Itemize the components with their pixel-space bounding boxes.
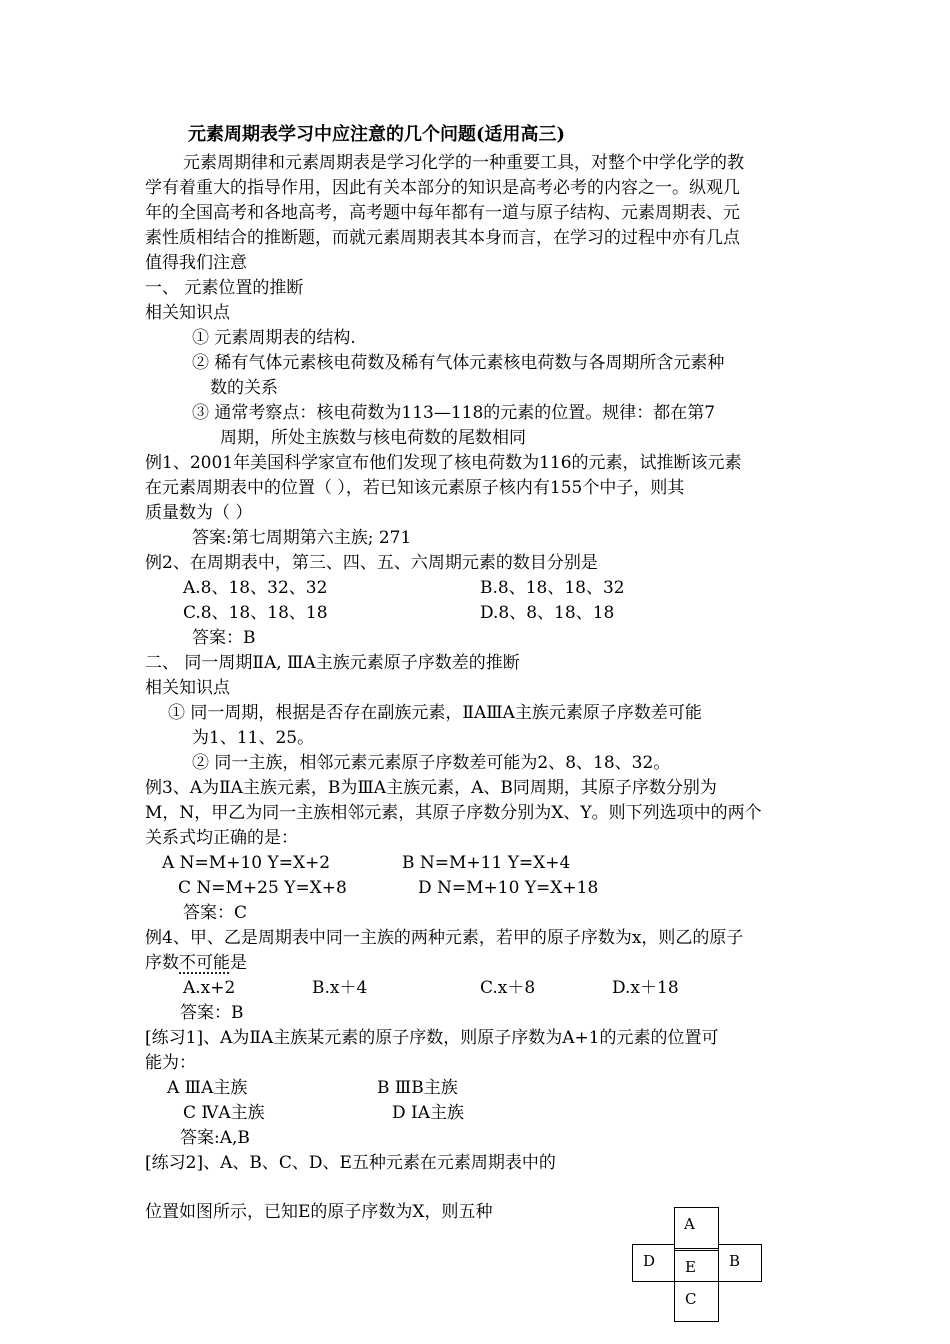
answer: 答案：C	[183, 903, 248, 923]
emphasis-text: 不可能	[179, 953, 230, 973]
knowledge-point: ② 稀有气体元素核电荷数及稀有气体元素核电荷数与各周期所含元素种	[192, 353, 725, 373]
answer: 答案:A,B	[180, 1128, 250, 1148]
intro-line: 元素周期律和元素周期表是学习化学的一种重要工具，对整个中学化学的教	[183, 153, 744, 173]
knowledge-label: 相关知识点	[145, 678, 230, 698]
practice-line: [练习2]、A、B、C、D、E五种元素在元素周期表中的	[145, 1153, 556, 1173]
practice-line: 位置如图所示，已知E的原子序数为X，则五种	[145, 1202, 493, 1222]
option: B.x＋4	[312, 978, 368, 998]
knowledge-point: 数的关系	[210, 378, 278, 398]
option: C ⅣA主族	[183, 1103, 265, 1123]
option: D N=M+10 Y=X+18	[418, 878, 599, 898]
option: C.x＋8	[480, 978, 536, 998]
intro-line: 值得我们注意	[145, 253, 247, 273]
option: A N=M+10 Y=X+2	[162, 853, 331, 873]
intro-line: 素性质相结合的推断题，而就元素周期表其本身而言，在学习的过程中亦有几点	[145, 228, 740, 248]
knowledge-point: ③ 通常考察点：核电荷数为113—118的元素的位置。规律：都在第7	[192, 403, 716, 423]
answer: 答案：B	[180, 1003, 244, 1023]
option: D.x＋18	[612, 978, 679, 998]
option: C N=M+25 Y=X+8	[178, 878, 347, 898]
example-line: 在元素周期表中的位置（ ），若已知该元素原子核内有155个中子，则其	[145, 478, 685, 498]
knowledge-point: ② 同一主族，相邻元素元素原子序数差可能为2、8、18、32。	[192, 753, 671, 773]
element-cell-b	[718, 1244, 762, 1282]
option: D.8、8、18、18	[480, 603, 615, 623]
page-title: 元素周期表学习中应注意的几个问题(适用高三)	[188, 124, 566, 145]
knowledge-label: 相关知识点	[145, 303, 230, 323]
example-line	[145, 951, 247, 975]
section-heading: 二、 同一周期ⅡA, ⅢA主族元素原子序数差的推断	[145, 653, 520, 673]
example-line: 例2、在周期表中，第三、四、五、六周期元素的数目分别是	[145, 553, 598, 573]
option: A.x+2	[183, 978, 236, 998]
element-cell-c	[674, 1281, 719, 1322]
option: B.8、18、18、32	[480, 578, 625, 598]
cell-label: E	[685, 1258, 696, 1276]
practice-line: [练习1]、A为ⅡA主族某元素的原子序数，则原子序数为A+1的元素的位置可	[145, 1028, 719, 1048]
practice-line: 能为：	[145, 1053, 196, 1073]
option: B ⅢB主族	[377, 1078, 458, 1098]
knowledge-point: 周期，所处主族数与核电荷数的尾数相同	[220, 428, 526, 448]
answer: 答案:第七周期第六主族; 271	[192, 528, 412, 548]
knowledge-point: 为1、11、25。	[192, 728, 315, 748]
option: B N=M+11 Y=X+4	[402, 853, 571, 873]
example-line: 例4、甲、乙是周期表中同一主族的两种元素，若甲的原子序数为x，则乙的原子	[145, 928, 744, 948]
cell-label: D	[643, 1252, 656, 1270]
knowledge-point: ① 元素周期表的结构.	[192, 328, 356, 348]
knowledge-point: ① 同一周期，根据是否存在副族元素，ⅡAⅢA主族元素原子序数差可能	[168, 703, 702, 723]
cell-label: C	[685, 1290, 697, 1308]
option: D ⅠA主族	[392, 1103, 465, 1123]
intro-line: 年的全国高考和各地高考，高考题中每年都有一道与原子结构、元素周期表、元	[145, 203, 740, 223]
option: C.8、18、18、18	[183, 603, 328, 623]
cell-label: B	[729, 1252, 741, 1270]
cell-label: A	[684, 1215, 695, 1233]
answer: 答案：B	[192, 628, 256, 648]
example-line: 例3、A为ⅡA主族元素，B为ⅢA主族元素，A、B同周期，其原子序数分别为	[145, 778, 717, 798]
example-text: 是	[230, 953, 247, 973]
example-line: M，N，甲乙为同一主族相邻元素，其原子序数分别为X、Y。则下列选项中的两个	[145, 803, 762, 823]
option: A ⅢA主族	[167, 1078, 248, 1098]
example-line: 例1、2001年美国科学家宣布他们发现了核电荷数为116的元素，试推断该元素	[145, 453, 742, 473]
element-cell-d	[632, 1244, 675, 1282]
element-cell-a	[674, 1207, 719, 1251]
intro-line: 学有着重大的指导作用，因此有关本部分的知识是高考必考的内容之一。纵观几	[145, 178, 740, 198]
example-line: 关系式均正确的是：	[145, 828, 298, 848]
element-cell-e	[674, 1248, 719, 1282]
example-line: 质量数为（ ）	[145, 503, 253, 523]
section-heading: 一、 元素位置的推断	[145, 278, 304, 298]
option: A.8、18、32、32	[183, 578, 328, 598]
example-text: 序数	[145, 953, 179, 973]
